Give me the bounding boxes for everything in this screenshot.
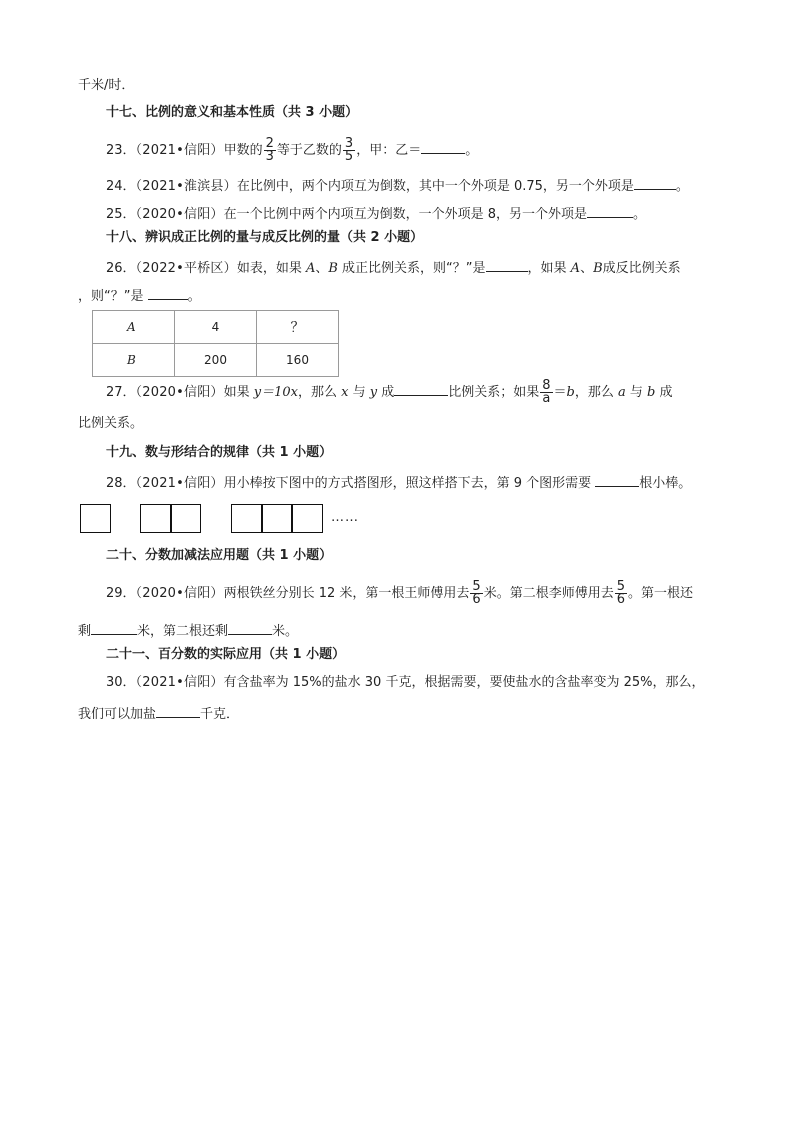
answer-blank[interactable] [595, 472, 639, 487]
table-cell: 160 [257, 344, 339, 377]
answer-blank[interactable] [91, 620, 137, 635]
question-30-cont [78, 703, 239, 724]
section-18-title: 十八、辨识成正比例的量与成反比例的量（共 2 小题） [106, 230, 424, 245]
denominator: 5 [344, 149, 354, 164]
var-b: B [328, 261, 338, 276]
answer-blank[interactable] [148, 285, 188, 300]
numerator: 8 [542, 378, 551, 393]
question-25 [106, 203, 646, 224]
text: 我们可以加盐 [78, 707, 157, 722]
text: 比例关系。 [78, 416, 144, 431]
question-number: 24． [106, 179, 136, 194]
text: ＝ [553, 385, 567, 400]
section-21-title: 二十一、百分数的实际应用（共 1 小题） [106, 647, 346, 662]
question-source: （2020•信阳） [135, 385, 224, 400]
text: 、 [580, 261, 594, 276]
table-cell: 4 [175, 311, 257, 344]
text: 有含盐率为 15%的盐水 30 千克，根据需要，要使盐水的含盐率变为 25%，那么， [223, 675, 705, 690]
divider [291, 505, 293, 532]
text: ，如果 [527, 261, 571, 276]
question-number: 26． [106, 261, 136, 276]
question-number: 23． [106, 143, 136, 158]
question-28 [106, 472, 691, 493]
table-row [93, 344, 339, 377]
text: 在比例中，两个内项互为倒数，其中一个外项是 0.75，另一个外项是 [236, 179, 634, 194]
answer-blank[interactable] [394, 381, 448, 396]
question-29-cont [78, 620, 298, 641]
text: ，那么 [297, 385, 342, 400]
question-26 [106, 257, 681, 278]
numerator: 5 [472, 579, 481, 594]
denominator: a [542, 391, 551, 406]
text: 。 [465, 143, 479, 158]
text: 与 [625, 385, 648, 400]
denominator: 6 [472, 592, 481, 607]
divider [170, 505, 172, 532]
question-23 [106, 138, 478, 163]
question-27 [106, 380, 673, 405]
text: 成 [377, 385, 395, 400]
table-cell: ？ [257, 311, 339, 344]
denominator: 6 [616, 592, 625, 607]
text: 成正比例关系，则“？”是 [337, 261, 486, 276]
text: 成 [655, 385, 673, 400]
text: ，则“？”是 [78, 289, 148, 304]
stick-figure-3 [231, 504, 323, 533]
text: 成反比例关系 [602, 261, 681, 276]
text: 、 [315, 261, 329, 276]
table-cell: 200 [175, 344, 257, 377]
answer-blank[interactable] [587, 203, 633, 218]
ratio-table [92, 310, 339, 377]
var-y: y [369, 385, 378, 400]
divider [261, 505, 263, 532]
var-a: a [618, 385, 626, 400]
text: 与 [348, 385, 370, 400]
text: 比例关系；如果 [448, 385, 540, 400]
continuation-dots: …… [331, 510, 359, 525]
answer-blank[interactable] [634, 175, 676, 190]
text: 。 [675, 179, 689, 194]
question-source: （2021•信阳） [135, 675, 224, 690]
text: 在一个比例中两个内项互为倒数，一个外项是 8，另一个外项是 [223, 207, 588, 222]
fraction-3-5 [343, 138, 355, 163]
question-source: （2020•信阳） [135, 586, 224, 601]
question-24 [106, 175, 689, 196]
section-20-title: 二十、分数加减法应用题（共 1 小题） [106, 548, 333, 563]
question-number: 25． [106, 207, 136, 222]
text: 。 [187, 289, 201, 304]
var-b: b [566, 385, 575, 400]
var-b: B [593, 261, 603, 276]
fraction-5-6 [470, 581, 482, 606]
table-row [93, 311, 339, 344]
question-number: 30． [106, 675, 136, 690]
table-cell: A [93, 311, 175, 344]
text: 剩 [78, 624, 92, 639]
question-number: 29． [106, 586, 136, 601]
question-source: （2020•信阳） [135, 207, 224, 222]
var-a: A [305, 261, 316, 276]
question-29 [106, 581, 693, 606]
stick-figure-1 [80, 504, 111, 533]
var-x: x [341, 385, 349, 400]
text: 甲数的 [223, 143, 263, 158]
fraction-5-6 [615, 581, 627, 606]
question-source: （2021•淮滨县） [135, 179, 237, 194]
question-source: （2021•信阳） [135, 476, 224, 491]
var-a: A [570, 261, 581, 276]
denominator: 3 [265, 149, 274, 164]
stick-figure-2 [140, 504, 201, 533]
question-number: 28． [106, 476, 136, 491]
text: 。 [633, 207, 647, 222]
numerator: 3 [344, 136, 354, 151]
table-cell: B [93, 344, 175, 377]
text: 两根铁丝分别长 12 米，第一根王师傅用去 [223, 586, 470, 601]
question-number: 27． [106, 385, 136, 400]
text: 。第一根还 [628, 586, 694, 601]
numerator: 2 [265, 136, 274, 151]
text: 如表，如果 [236, 261, 306, 276]
text: ，甲：乙＝ [356, 143, 422, 158]
fraction-2-3 [264, 138, 276, 163]
text: 等于乙数的 [276, 143, 342, 158]
text: ，那么 [574, 385, 618, 400]
numerator: 5 [616, 579, 625, 594]
answer-blank[interactable] [421, 139, 465, 154]
question-26-cont [78, 285, 201, 306]
question-30 [106, 674, 704, 692]
answer-blank[interactable] [486, 257, 528, 272]
section-17-title: 十七、比例的意义和基本性质（共 3 小题） [106, 105, 359, 120]
text: 如果 [223, 385, 254, 400]
section-19-title: 十九、数与形结合的规律（共 1 小题） [106, 445, 333, 460]
text: 千克． [200, 707, 240, 722]
question-source: （2021•信阳） [135, 143, 224, 158]
text: 根小棒。 [639, 476, 692, 491]
equation: y＝10x [253, 385, 298, 400]
prev-question-tail: 千米/时． [78, 78, 135, 93]
text: 米，第二根还剩 [137, 624, 229, 639]
fraction-8-a [540, 380, 552, 405]
question-source: （2022•平桥区） [135, 261, 237, 276]
text: 米。第二根李师傅用去 [483, 586, 614, 601]
answer-blank[interactable] [228, 620, 272, 635]
answer-blank[interactable] [156, 703, 200, 718]
var-b: b [647, 385, 656, 400]
text: 米。 [272, 624, 299, 639]
text: 用小棒按下图中的方式搭图形，照这样搭下去，第 9 个图形需要 [223, 476, 596, 491]
question-27-cont [78, 415, 143, 433]
